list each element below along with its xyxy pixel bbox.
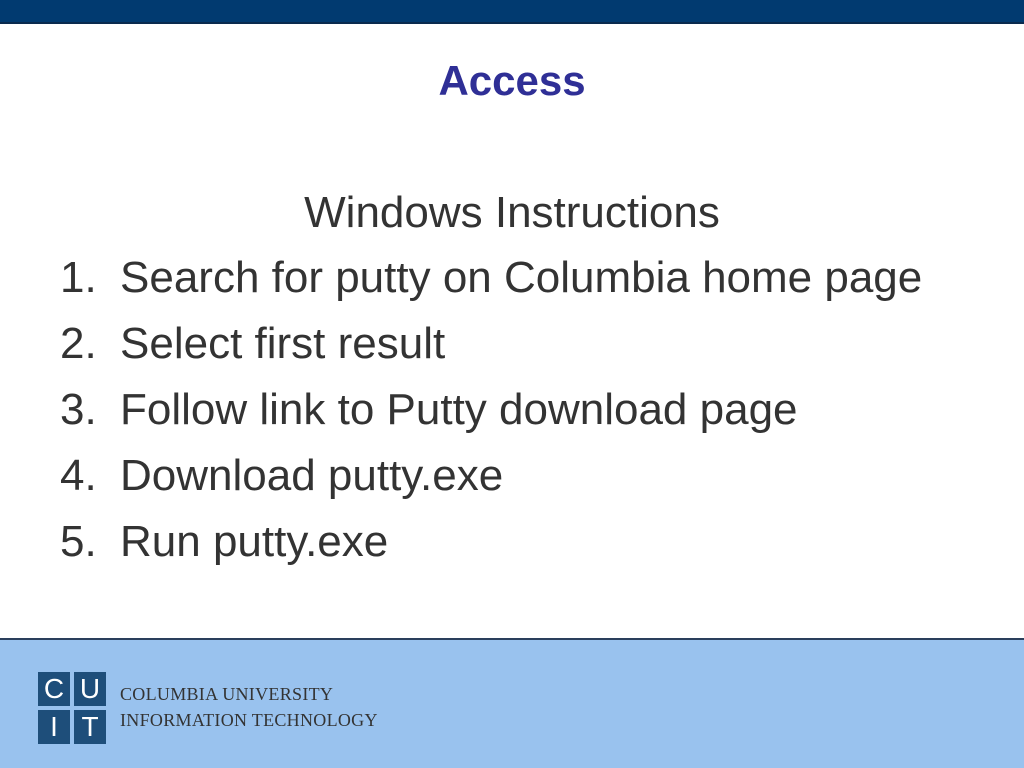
logo-letter: U bbox=[74, 672, 106, 706]
logo-letter: C bbox=[38, 672, 70, 706]
slide-subtitle: Windows Instructions bbox=[304, 188, 720, 237]
step-number: 1. bbox=[60, 253, 97, 302]
logo-letter: I bbox=[38, 710, 70, 744]
list-item bbox=[60, 448, 922, 514]
list-item bbox=[60, 316, 922, 382]
step-number: 2. bbox=[60, 319, 97, 368]
org-name-line2: INFORMATION TECHNOLOGY bbox=[120, 710, 378, 730]
slide-title: Access bbox=[438, 57, 586, 104]
list-item bbox=[60, 382, 922, 448]
list-item bbox=[60, 250, 922, 316]
cuit-logo bbox=[38, 672, 106, 744]
list-item bbox=[60, 514, 922, 580]
step-number: 3. bbox=[60, 385, 97, 434]
step-number: 4. bbox=[60, 451, 97, 500]
top-banner bbox=[0, 0, 1024, 24]
logo-letter: T bbox=[74, 710, 106, 744]
step-number: 5. bbox=[60, 517, 97, 566]
step-text: Run putty.exe bbox=[120, 517, 389, 566]
step-text: Search for putty on Columbia home page bbox=[120, 253, 923, 302]
org-name-line1: COLUMBIA UNIVERSITY bbox=[120, 684, 334, 704]
footer-band bbox=[0, 638, 1024, 768]
step-text: Download putty.exe bbox=[120, 451, 504, 500]
instruction-list bbox=[60, 250, 922, 580]
step-text: Follow link to Putty download page bbox=[120, 385, 798, 434]
step-text: Select first result bbox=[120, 319, 446, 368]
